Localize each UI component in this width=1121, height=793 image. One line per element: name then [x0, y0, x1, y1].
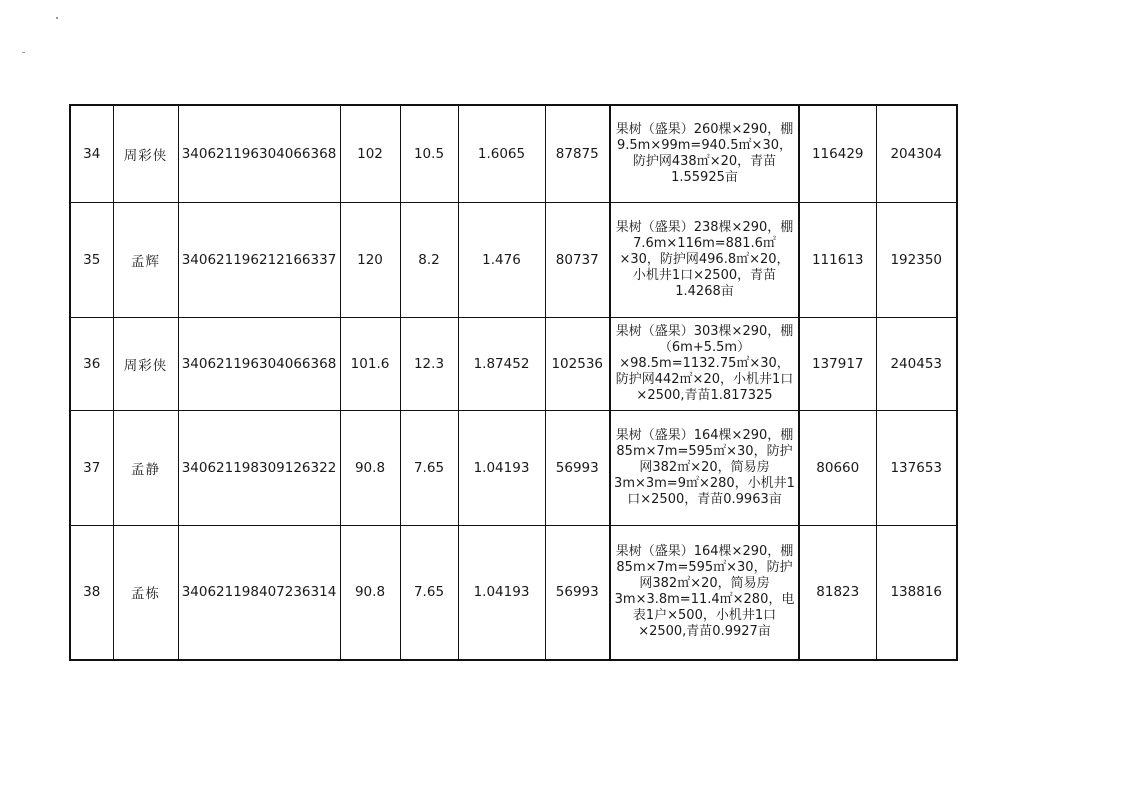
id-number: 340621196304066368 — [178, 105, 340, 202]
id-number: 340621198407236314 — [178, 525, 340, 660]
land-compensation-table — [69, 104, 958, 661]
table-row — [70, 317, 957, 410]
compensation-details: 果树（盛果）238棵×290，棚7.6m×116m=881.6㎡×30，防护网496.8㎡×20，小机井1口×2500，青苗1.4268亩 — [610, 202, 799, 317]
row-number: 35 — [70, 202, 113, 317]
id-number: 340621196212166337 — [178, 202, 340, 317]
owner-name: 孟栋 — [113, 525, 178, 660]
cell-c6: 1.04193 — [458, 410, 545, 525]
cell-c10: 240453 — [876, 317, 957, 410]
cell-c9: 81823 — [799, 525, 876, 660]
row-number: 38 — [70, 525, 113, 660]
row-number: 37 — [70, 410, 113, 525]
cell-c4: 90.8 — [340, 525, 400, 660]
compensation-details: 果树（盛果）260棵×290，棚9.5m×99m=940.5㎡×30，防护网438㎡×20，青苗1.55925亩 — [610, 105, 799, 202]
cell-c5: 10.5 — [400, 105, 458, 202]
compensation-details: 果树（盛果）164棵×290，棚85m×7m=595㎡×30，防护网382㎡×20，简易房3m×3.8m=11.4㎡×280，电表1户×500，小机井1口×2500,青苗0.9927亩 — [610, 525, 799, 660]
id-number: 340621196304066368 — [178, 317, 340, 410]
compensation-details: 果树（盛果）164棵×290，棚85m×7m=595㎡×30，防护网382㎡×20，简易房3m×3m=9㎡×280，小机井1口×2500，青苗0.9963亩 — [610, 410, 799, 525]
owner-name: 周彩侠 — [113, 317, 178, 410]
cell-c7: 56993 — [545, 525, 610, 660]
cell-c10: 204304 — [876, 105, 957, 202]
cell-c4: 120 — [340, 202, 400, 317]
cell-c9: 111613 — [799, 202, 876, 317]
cell-c6: 1.476 — [458, 202, 545, 317]
owner-name: 孟辉 — [113, 202, 178, 317]
cell-c7: 56993 — [545, 410, 610, 525]
id-number: 340621198309126322 — [178, 410, 340, 525]
cell-c5: 7.65 — [400, 525, 458, 660]
cell-c6: 1.6065 — [458, 105, 545, 202]
cell-c9: 116429 — [799, 105, 876, 202]
table-row — [70, 202, 957, 317]
cell-c6: 1.87452 — [458, 317, 545, 410]
cell-c10: 138816 — [876, 525, 957, 660]
cell-c4: 102 — [340, 105, 400, 202]
cell-c9: 80660 — [799, 410, 876, 525]
cell-c5: 12.3 — [400, 317, 458, 410]
table-row — [70, 105, 957, 202]
row-number: 36 — [70, 317, 113, 410]
owner-name: 孟静 — [113, 410, 178, 525]
cell-c7: 87875 — [545, 105, 610, 202]
cell-c9: 137917 — [799, 317, 876, 410]
scan-speck — [56, 17, 58, 19]
row-number: 34 — [70, 105, 113, 202]
owner-name: 周彩侠 — [113, 105, 178, 202]
cell-c7: 102536 — [545, 317, 610, 410]
cell-c10: 192350 — [876, 202, 957, 317]
cell-c6: 1.04193 — [458, 525, 545, 660]
cell-c5: 8.2 — [400, 202, 458, 317]
cell-c10: 137653 — [876, 410, 957, 525]
cell-c5: 7.65 — [400, 410, 458, 525]
cell-c7: 80737 — [545, 202, 610, 317]
cell-c4: 101.6 — [340, 317, 400, 410]
table-row — [70, 410, 957, 525]
scan-speck — [22, 52, 25, 53]
compensation-details: 果树（盛果）303棵×290，棚（6m+5.5m）×98.5m=1132.75㎡×30，防护网442㎡×20，小机井1口×2500,青苗1.817325 — [610, 317, 799, 410]
cell-c4: 90.8 — [340, 410, 400, 525]
table-row — [70, 525, 957, 660]
